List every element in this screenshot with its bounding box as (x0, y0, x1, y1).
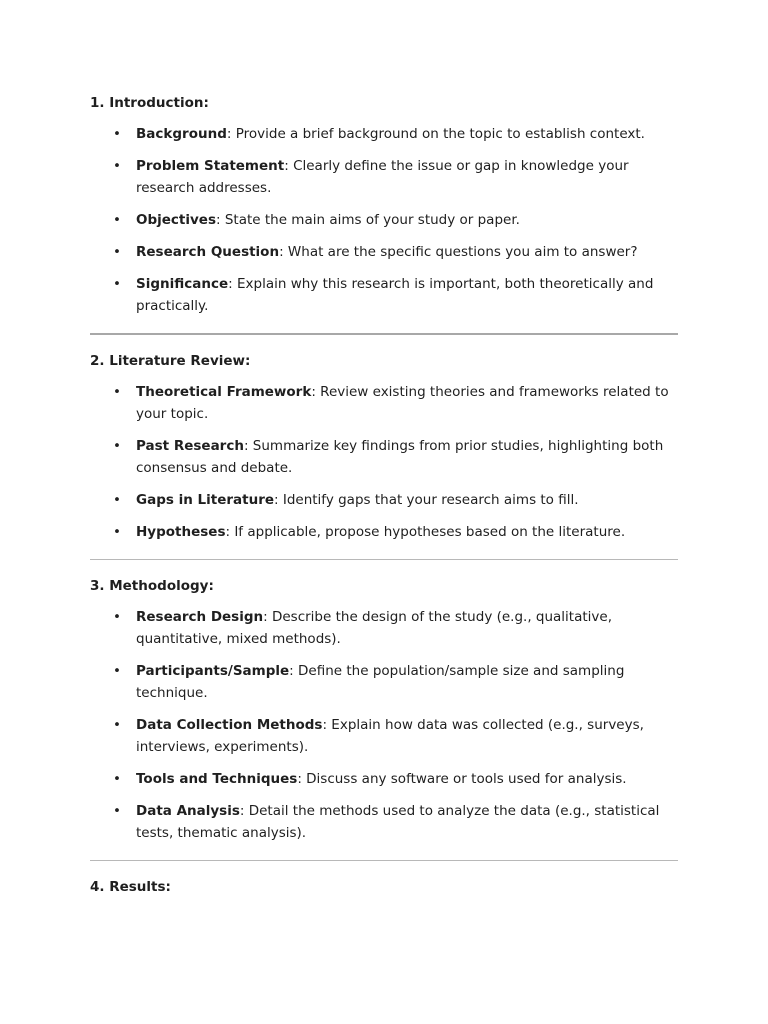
bullet-icon: • (113, 771, 121, 787)
list-item (90, 209, 678, 231)
item-term: Research Design (136, 609, 264, 625)
item-term: Background (136, 126, 227, 142)
bullet-icon: • (113, 384, 121, 400)
list-item (90, 768, 678, 790)
section-heading: 1. Introduction: (90, 95, 209, 111)
item-term: Theoretical Framework (136, 384, 312, 400)
item-text: : Explain how data was collected (e.g., surveys, interviews, experiments). (136, 717, 644, 755)
item-term: Past Research (136, 438, 244, 454)
item-term: Hypotheses (136, 524, 226, 540)
list-item (90, 800, 678, 844)
bullet-list (90, 381, 678, 543)
list-item (90, 521, 678, 543)
section-divider (90, 860, 678, 861)
list-item (90, 273, 678, 317)
section-introduction (90, 93, 678, 317)
item-text: : Clearly define the issue or gap in knowledge your research addresses. (136, 158, 629, 196)
item-text: : Identify gaps that your research aims to fill. (274, 492, 579, 508)
section-literature-review (90, 351, 678, 543)
item-text: : Define the population/sample size and sampling technique. (136, 663, 625, 701)
bullet-icon: • (113, 492, 121, 508)
item-text: : State the main aims of your study or paper. (216, 212, 520, 228)
item-text: : Explain why this research is important, both theoretically and practically. (136, 276, 654, 314)
item-term: Significance (136, 276, 229, 292)
item-term: Research Question (136, 244, 280, 260)
bullet-icon: • (113, 158, 121, 174)
bullet-icon: • (113, 126, 121, 142)
item-term: Participants/Sample (136, 663, 290, 679)
list-item (90, 155, 678, 199)
section-heading: 4. Results: (90, 879, 171, 895)
list-item (90, 714, 678, 758)
list-item (90, 435, 678, 479)
section-heading: 3. Methodology: (90, 578, 214, 594)
list-item (90, 381, 678, 425)
item-text: : Provide a brief background on the topic to establish context. (226, 126, 645, 142)
item-text: : Describe the design of the study (e.g., qualitative, quantitative, mixed methods). (136, 609, 612, 647)
bullet-icon: • (113, 438, 121, 454)
list-item (90, 489, 678, 511)
bullet-icon: • (113, 663, 121, 679)
bullet-icon: • (113, 609, 121, 625)
bullet-icon: • (113, 803, 121, 819)
item-term: Data Analysis (136, 803, 240, 819)
bullet-icon: • (113, 524, 121, 540)
bullet-list (90, 606, 678, 844)
bullet-icon: • (113, 717, 121, 733)
item-text: : Discuss any software or tools used for analysis. (297, 771, 627, 787)
item-term: Tools and Techniques (136, 771, 298, 787)
item-text: : What are the specific questions you aim to answer? (279, 244, 638, 260)
item-text: : Review existing theories and frameworks related to your topic. (136, 384, 669, 422)
bullet-list (90, 123, 678, 317)
item-term: Problem Statement (136, 158, 285, 174)
section-divider (90, 559, 678, 560)
list-item (90, 123, 678, 145)
bullet-icon: • (113, 212, 121, 228)
list-item (90, 241, 678, 263)
section-methodology (90, 576, 678, 844)
item-term: Gaps in Literature (136, 492, 275, 508)
section-results (90, 877, 678, 897)
bullet-icon: • (113, 244, 121, 260)
item-term: Objectives (136, 212, 216, 228)
section-divider (90, 333, 678, 335)
list-item (90, 660, 678, 704)
item-text: : Summarize key findings from prior studies, highlighting both consensus and debate. (136, 438, 664, 476)
bullet-icon: • (113, 276, 121, 292)
item-term: Data Collection Methods (136, 717, 323, 733)
section-heading: 2. Literature Review: (90, 353, 251, 369)
item-text: : Detail the methods used to analyze the data (e.g., statistical tests, thematic analysis). (136, 803, 660, 841)
list-item (90, 606, 678, 650)
item-text: : If applicable, propose hypotheses based on the literature. (225, 524, 626, 540)
